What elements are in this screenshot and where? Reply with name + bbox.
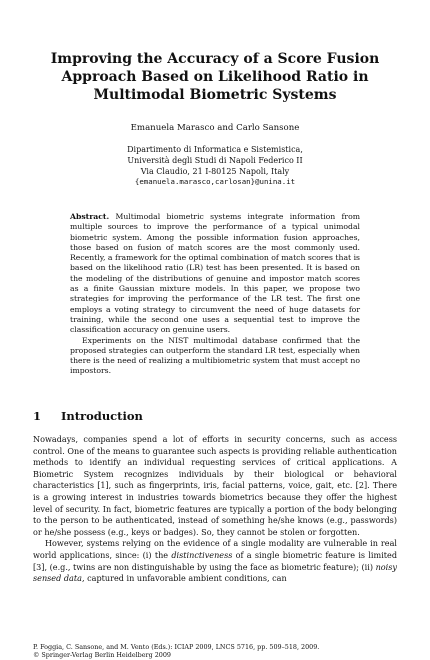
body-text xyxy=(33,434,397,585)
section-heading xyxy=(33,409,143,423)
body-emphasis-distinctiveness: distinctiveness xyxy=(171,549,233,560)
title-line-3: Multimodal Biometric Systems xyxy=(93,87,337,103)
section-title: Introduction xyxy=(61,409,143,423)
body-paragraph-2 xyxy=(33,538,397,584)
section-number: 1 xyxy=(33,409,42,423)
body-text-2b: of a single biometric feature is limited [3], (e.g., twins are non distinguishable by using the face as biometric feature); (ii) xyxy=(33,549,398,572)
abstract-text-1: Multimodal biometric systems integrate information from multiple sources to improve the performance of a typical unimodal biometric system. Among the possible information fusion approaches, those based on fusion of match scores are the most commonly used. Recently, a framework for the optimal combination of match scores that is based on the likelihood ratio (LR) test has been presented. It is based on the modeling of the distributions of genuine and impostor match scores as a finite Gaussian mixture models. In this paper, we propose two strategies for improving the performance of the LR test. The first one employs a voting strategy to circumvent the need of huge datasets for training, while the second one uses a sequential test to improve the classification accuracy on genuine users. xyxy=(70,212,360,335)
body-text-2a: However, systems relying on the evidence of a single modality are vulnerable in real world applications, since: (i) the xyxy=(33,538,397,560)
footnote-line-2: © Springer-Verlag Berlin Heidelberg 2009 xyxy=(33,651,171,659)
abstract xyxy=(70,212,360,377)
footnote-line-1: P. Foggia, C. Sansone, and M. Vento (Eds.): ICIAP 2009, LNCS 5716, pp. 509–518, 2009. xyxy=(33,643,320,651)
paper-title xyxy=(40,50,390,104)
affiliation-line-2: Università degli Studi di Napoli Federico II xyxy=(127,155,303,165)
affiliation-line-3: Via Claudio, 21 I-80125 Napoli, Italy xyxy=(140,166,290,176)
affiliation xyxy=(0,145,430,188)
authors: Emanuela Marasco and Carlo Sansone xyxy=(130,123,300,133)
footnote xyxy=(33,643,319,659)
title-line-2: Approach Based on Likelihood Ratio in xyxy=(61,69,369,85)
body-paragraph-1: Nowadays, companies spend a lot of efforts in security concerns, such as access control. One of the means to guarantee such aspects is providing reliable authentication methods to identify an individual requesting services of critical applications. A Biometric System recognizes individuals by their biological or behavioral characteristics [1], such as fingerprints, iris, facial patterns, voice, gait, etc. [2]. There is a growing interest in industries towards biometrics because they offer the highest level of security. In fact, biometric features are typically a portion of the body belonging to the person to be authenticated, instead of something he/she knows (e.g., passwords) or he/she possess (e.g., keys or badges). So, they cannot be stolen or forgotten. xyxy=(33,434,397,537)
abstract-paragraph-2: Experiments on the NIST multimodal database confirmed that the proposed strategies can outperform the standard LR test, especially when there is the need of realizing a multibiometric system that must accept no impostors. xyxy=(70,335,360,376)
body-emphasis-noisy-data: noisy sensed data xyxy=(33,561,397,584)
abstract-label: Abstract. xyxy=(70,212,110,221)
affiliation-line-1: Dipartimento di Informatica e Sistemistica, xyxy=(127,145,303,154)
title-line-1: Improving the Accuracy of a Score Fusion xyxy=(50,51,380,67)
body-text-2c: , captured in unfavorable ambient conditions, can xyxy=(81,573,287,584)
author-emails: {emanuela.marasco,carlosan}@unina.it xyxy=(134,177,296,187)
abstract-paragraph-1 xyxy=(70,212,360,336)
